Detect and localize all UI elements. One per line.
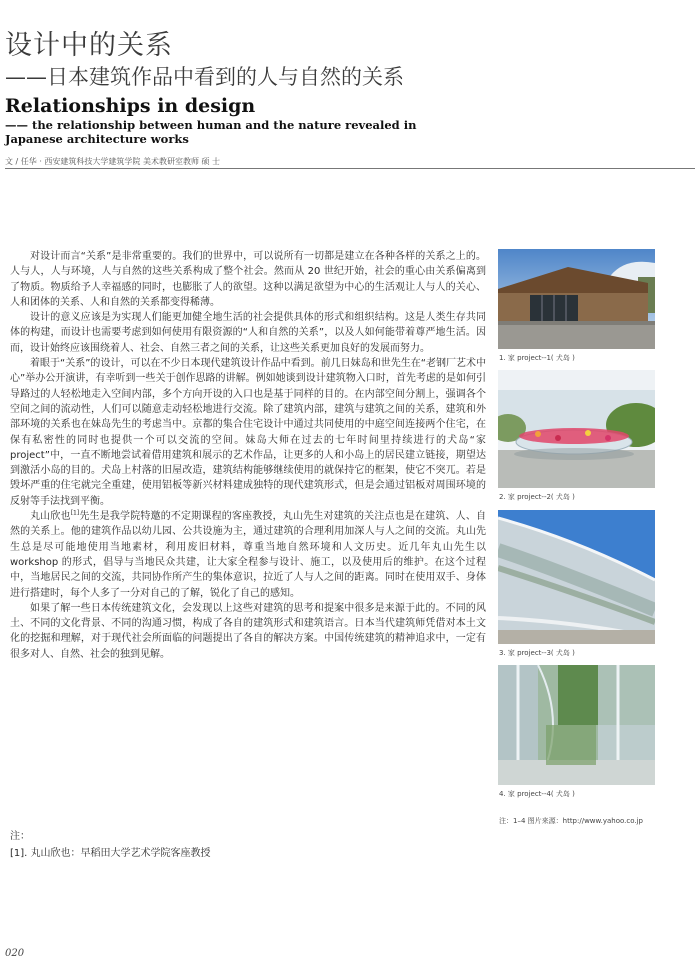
author-byline: 文 / 任华 · 西安建筑科技大学建筑学院 美术教研室教师 硕 士 (5, 157, 221, 166)
article-title: 设计中的关系 (5, 30, 173, 61)
photo-curved-wall (498, 510, 655, 644)
article-title-english: Relationships in design (5, 95, 256, 117)
photo-wooden-house (498, 249, 655, 349)
figure-caption: 4. 家 project--4( 犬岛 ) (499, 790, 575, 798)
footnote: [1]. 丸山欣也：早稻田大学艺术学院客座教授 (10, 848, 211, 859)
paragraph: 如果了解一些日本传统建筑文化，会发现以上这些对建筑的思考和提案中很多是来源于此的。不同的风土、不同的文化背景、不同的沟通习惯，构成了各自的建筑形式和建筑语言。日本当代建筑师凭借对本土文化的挖掘和理解，对于现代社会所面临的问题提出了各自的解决方案。中国传统建筑的精神追求中，一定有很多对人、自然、社会的独到见解。 (10, 602, 486, 660)
paragraph: 对设计而言“关系”是非常重要的。我们的世界中，可以说所有一切都是建立在各种各样的关系之上的。人与人，人与环境，人与自然的这些关系构成了整个社会。然而从 20 世纪开始，社会的重心由关系偏离到了物质。物质给予人幸福感的同时，也膨胀了人的欲望。这种以满足欲望为中心的生活观让人与人的关心、人和团体的关系、人和自然的关系都变得稀薄。 (10, 251, 486, 308)
figure-caption: 1. 家 project--1( 犬岛 ) (499, 354, 575, 362)
figure-caption: 3. 家 project--3( 犬岛 ) (499, 649, 575, 657)
photo-flower-installation (498, 370, 655, 488)
article-body (10, 249, 486, 662)
footnote-reference[interactable]: [1] (70, 509, 80, 517)
page-number: 020 (5, 948, 25, 959)
article-subtitle-english: —— the relationship between human and the nature revealed in Japanese architecture works (5, 118, 417, 146)
image-source-note: 注：1–4 图片来源：http://www.yahoo.co.jp (499, 817, 643, 825)
paragraph: 着眼于“关系”的设计，可以在不少日本现代建筑设计作品中看到。前几日妹岛和世先生在“老钢厂艺术中心”举办公开演讲，有幸听到一些关于创作思路的讲解。例如她谈到设计建筑物入口时，首先考虑的是如何引导路过的人轻松地走入空间内部，多个方向开设的入口也是基于同样的目的。在内部空间分割上，强调各个空间之间的流动性，人们可以随意走动轻松地进行交流。除了建筑内部，建筑与建筑之间的关系，建筑和外部环境的关系也在妹岛先生的考虑当中。京都的集合住宅设计中通过共同使用的中庭空间连接两个住宅，在保有私密性的同时也提供一个可以交流的空间。妹岛大师在过去的七年时间里持续进行的犬岛“家 project”中，一直不断地尝试着借用建筑和展示的艺术作品，让更多的人和小岛上的居民建立链接，期望达到激活小岛的目的。犬岛上村落的旧屋改造，建筑结构能够继续使用的就保持它的框架，使它不突兀。若是毁坏严重的住宅就完全重建，使用铝板等新兴材料建成独特的现代建筑形式，但是会通过铝板对周围环境的反射等手法找到平衡。 (10, 358, 486, 507)
article-subtitle: ——日本建筑作品中看到的人与自然的关系 (5, 65, 404, 89)
header-divider (5, 168, 695, 169)
photo-glass-corridor (498, 665, 655, 785)
paragraph-text: 先生是我学院特邀的不定期课程的客座教授，丸山先生对建筑的关注点也是在建筑、人、自然的关系上。他的建筑作品以幼儿园、公共设施为主，通过建筑的合理利用加深人与人之间的交流。丸山先生总是尽可能地使用当地素材，利用废旧材料，尊重当地自然环境和人文历史。近几年丸山先生以 workshop 的形式，倡导与当地民众共建，让大家全程参与设计、施工，以及使用后的维护。在这个过程中，当地居民之间的交流，共同协作所产生的集体意识，拉近了人与人之间的距离。同时在使用双手、身体进行搭建时，每个人多了一分对自己的了解，锐化了自己的感知。 (10, 511, 487, 599)
paragraph-text: 丸山欣也 (30, 511, 71, 523)
figure-caption: 2. 家 project--2( 犬岛 ) (499, 493, 575, 501)
notes-heading: 注： (10, 831, 30, 842)
paragraph: 设计的意义应该是为实现人们能更加健全地生活的社会提供具体的形式和组织结构。这是人类生存共同体的构建，而设计也需要考虑到如何使用有限资源的“人和自然的关系”，以及人如何能带着尊严地生活。因而，设计始终应该围绕着人、社会、自然三者之间的关系，让这些关系更加良好的发展而努力。 (10, 312, 486, 354)
paragraph (10, 509, 486, 601)
